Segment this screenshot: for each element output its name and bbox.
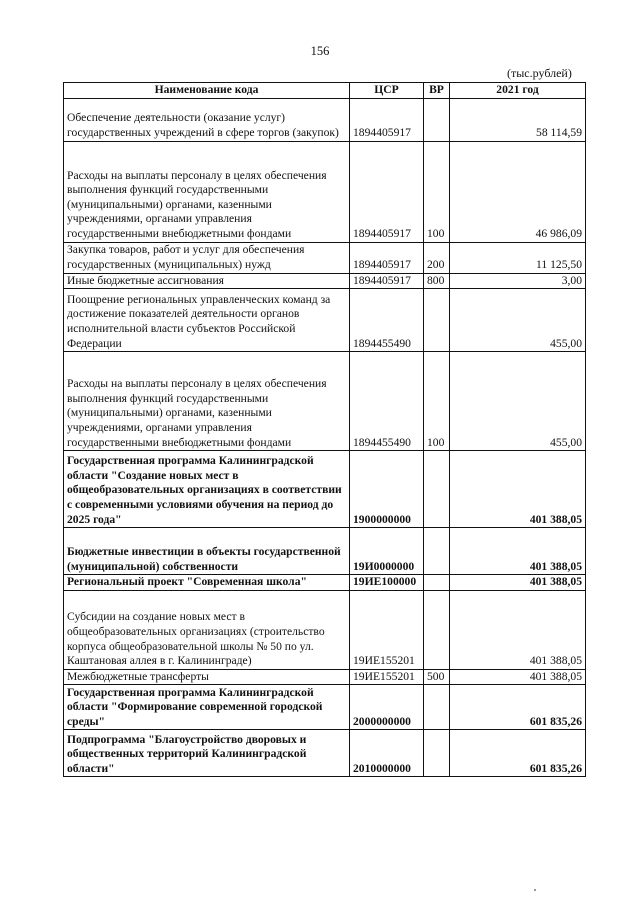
scan-speck	[534, 889, 536, 891]
units-label: (тыс.рублей)	[507, 66, 572, 80]
row-csr: 1900000000	[350, 451, 424, 528]
row-sum: 46 986,09	[450, 141, 586, 242]
row-name: Закупка товаров, работ и услуг для обеспечения государственных (муниципальных) нужд	[64, 242, 350, 273]
row-name: Поощрение региональных управленческих команд за достижение показателей деятельности органов исполнительной власти субъектов Российской Федерации	[64, 289, 350, 352]
table-row	[64, 141, 586, 242]
table-row	[64, 669, 586, 685]
row-vr: 200	[424, 242, 450, 273]
table-row	[64, 98, 586, 141]
row-sum: 455,00	[450, 352, 586, 451]
row-csr: 1894405917	[350, 141, 424, 242]
row-name: Иные бюджетные ассигнования	[64, 273, 350, 289]
row-vr	[424, 730, 450, 777]
row-sum: 401 388,05	[450, 575, 586, 591]
row-name: Региональный проект "Современная школа"	[64, 575, 350, 591]
row-name: Обеспечение деятельности (оказание услуг) государственных учреждений в сфере торгов (закупок)	[64, 98, 350, 141]
row-vr: 500	[424, 669, 450, 685]
row-csr: 19И0000000	[350, 528, 424, 575]
row-vr: 100	[424, 352, 450, 451]
row-vr	[424, 685, 450, 730]
row-csr: 19ИЕ155201	[350, 669, 424, 685]
row-name: Бюджетные инвестиции в объекты государственной (муниципальной) собственности	[64, 528, 350, 575]
table-row	[64, 273, 586, 289]
row-csr: 1894455490	[350, 352, 424, 451]
row-sum: 601 835,26	[450, 730, 586, 777]
row-vr	[424, 575, 450, 591]
row-sum: 58 114,59	[450, 98, 586, 141]
row-name: Подпрограмма "Благоустройство дворовых и общественных территорий Калининградской области"	[64, 730, 350, 777]
row-name: Межбюджетные трансферты	[64, 669, 350, 685]
row-vr: 100	[424, 141, 450, 242]
row-name: Расходы на выплаты персоналу в целях обеспечения выполнения функций государственными (муниципальными) органами, казенными учреждениями, органами управления государственными внебюджетными фондами	[64, 352, 350, 451]
row-name: Государственная программа Калининградской области "Создание новых мест в общеобразовательных организациях в соответствии с современными условиями обучения на период до 2025 года"	[64, 451, 350, 528]
row-sum: 601 835,26	[450, 685, 586, 730]
row-name: Субсидии на создание новых мест в общеобразовательных организациях (строительство корпуса общеобразовательной школы № 50 по ул. Каштановая аллея в г. Калининграде)	[64, 590, 350, 669]
page-number: 156	[310, 44, 330, 58]
header-vr: ВР	[424, 83, 450, 99]
row-vr	[424, 590, 450, 669]
table-header-row	[64, 83, 586, 99]
row-csr: 1894455490	[350, 289, 424, 352]
budget-table	[63, 82, 586, 777]
row-vr	[424, 289, 450, 352]
row-csr: 2000000000	[350, 685, 424, 730]
table-row	[64, 451, 586, 528]
row-sum: 3,00	[450, 273, 586, 289]
row-csr: 2010000000	[350, 730, 424, 777]
row-sum: 401 388,05	[450, 528, 586, 575]
row-name: Государственная программа Калининградской области "Формирование современной городской среды"	[64, 685, 350, 730]
row-sum: 455,00	[450, 289, 586, 352]
row-csr: 1894405917	[350, 273, 424, 289]
table-row	[64, 730, 586, 777]
row-sum: 401 388,05	[450, 669, 586, 685]
row-vr: 800	[424, 273, 450, 289]
row-csr: 1894405917	[350, 242, 424, 273]
row-csr: 1894405917	[350, 98, 424, 141]
table-row	[64, 242, 586, 273]
row-name: Расходы на выплаты персоналу в целях обеспечения выполнения функций государственными (муниципальными) органами, казенными учреждениями, органами управления государственными внебюджетными фондами	[64, 141, 350, 242]
row-csr: 19ИЕ100000	[350, 575, 424, 591]
table-row	[64, 528, 586, 575]
row-vr	[424, 528, 450, 575]
row-vr	[424, 98, 450, 141]
table-row	[64, 590, 586, 669]
header-csr: ЦСР	[350, 83, 424, 99]
table-row	[64, 685, 586, 730]
table-row	[64, 352, 586, 451]
row-sum: 11 125,50	[450, 242, 586, 273]
row-csr: 19ИЕ155201	[350, 590, 424, 669]
row-vr	[424, 451, 450, 528]
header-name: Наименование кода	[64, 83, 350, 99]
row-sum: 401 388,05	[450, 590, 586, 669]
table-row	[64, 575, 586, 591]
row-sum: 401 388,05	[450, 451, 586, 528]
table-row	[64, 289, 586, 352]
header-sum: 2021 год	[450, 83, 586, 99]
